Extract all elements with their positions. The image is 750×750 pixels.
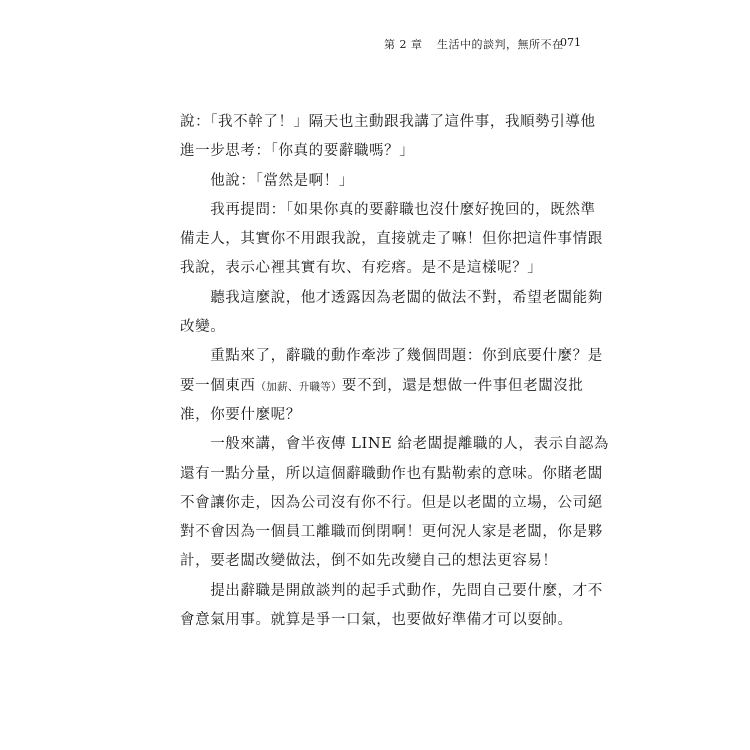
text-line xyxy=(180,137,600,166)
text-segment: 我說，表示心裡其實有坎、有疙瘩。是不是這樣呢？」 xyxy=(180,260,543,277)
text-segment: 一般來講，會半夜傳 LINE 給老闆提離職的人，表示自認為 xyxy=(180,436,609,453)
text-segment: 他說：「當然是啊！」 xyxy=(180,172,354,189)
text-segment: 說：「我不幹了！」隔天也主動跟我講了這件事，我順勢引導他 xyxy=(180,114,596,130)
text-line xyxy=(180,254,600,283)
page-header xyxy=(0,36,750,56)
text-line xyxy=(180,518,603,547)
text-segment: 准，你要什麼呢？ xyxy=(180,406,301,423)
text-line xyxy=(180,547,600,576)
text-line xyxy=(180,313,600,342)
chapter-label: 第 2 章 xyxy=(384,38,423,51)
text-line xyxy=(180,577,603,606)
text-segment: 對不會因為一個員工離職而倒閉啊！更何況人家是老闆，你是夥 xyxy=(180,524,603,541)
text-line xyxy=(180,196,600,225)
text-line xyxy=(180,167,600,196)
text-line xyxy=(180,606,600,635)
text-line xyxy=(180,401,600,430)
text-segment: 還有一點分量，所以這個辭職動作也有點勒索的意味。你賭老闆 xyxy=(180,465,603,482)
text-line xyxy=(180,342,603,371)
text-line xyxy=(180,372,600,401)
text-line xyxy=(180,489,603,518)
text-segment: 會意氣用事。就算是爭一口氣，也要做好準備才可以耍帥。 xyxy=(180,612,573,629)
text-line xyxy=(180,284,603,313)
text-segment: 改變。 xyxy=(180,319,226,336)
text-segment: 計，要老闆改變做法，倒不如先改變自己的想法更容易！ xyxy=(180,553,558,570)
text-segment: 聽我這麼說，他才透露因為老闆的做法不對，希望老闆能夠 xyxy=(180,289,603,306)
page-number: 071 xyxy=(560,36,581,49)
text-line xyxy=(180,225,603,254)
text-line xyxy=(180,108,600,137)
text-segment: 進一步思考：「你真的要辭職嗎？」 xyxy=(180,143,415,160)
text-segment: 要一個東西 xyxy=(180,377,256,394)
body-text xyxy=(180,108,609,635)
text-segment: 我再提問：「如果你真的要辭職也沒什麼好挽回的，既然準 xyxy=(180,201,596,218)
text-segment: 不會讓你走，因為公司沒有你不行。但是以老闆的立場，公司絕 xyxy=(180,494,603,511)
inline-annotation: （加薪、升職等） xyxy=(255,380,342,393)
text-segment: 要不到，還是想做一件事但老闆沒批 xyxy=(341,377,584,394)
text-segment: 備走人，其實你不用跟我說，直接就走了嘛！但你把這件事情跟 xyxy=(180,231,603,248)
text-segment: 重點來了，辭職的動作牽涉了幾個問題：你到底要什麼？是 xyxy=(180,348,603,365)
text-line xyxy=(180,430,609,459)
text-segment: 提出辭職是開啟談判的起手式動作，先問自己要什麼，才不 xyxy=(180,582,603,599)
chapter-title: 生活中的談判，無所不在 xyxy=(437,38,564,51)
text-line xyxy=(180,460,603,489)
